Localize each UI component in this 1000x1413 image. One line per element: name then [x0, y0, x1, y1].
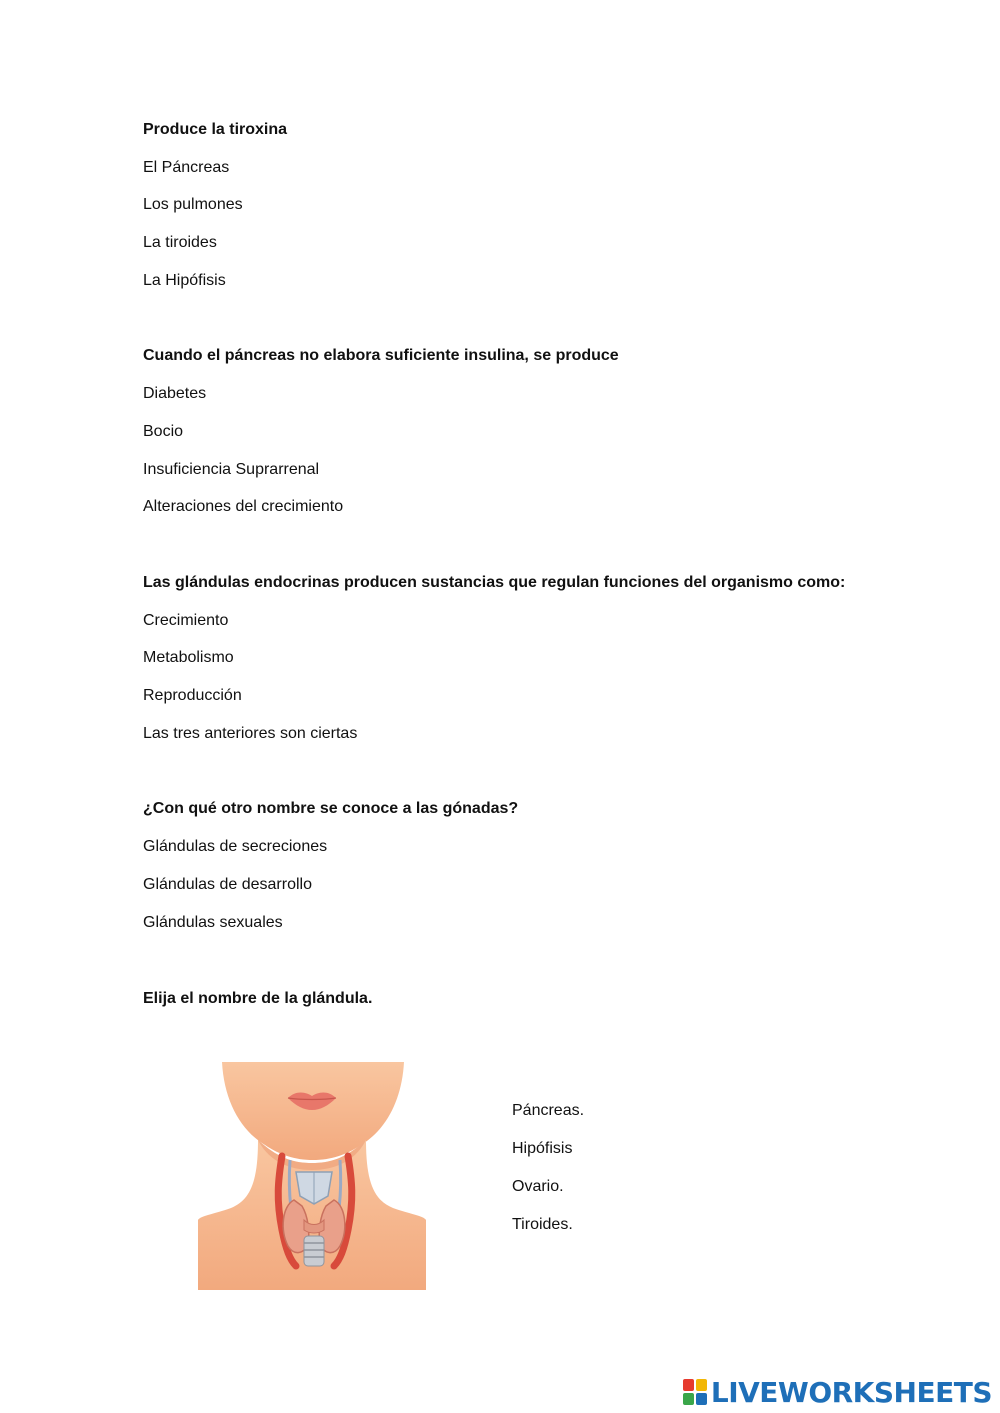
thyroid-illustration-graphic [196, 1060, 428, 1292]
thyroid-neck-illustration [196, 1060, 428, 1292]
question-5-option-4[interactable]: Tiroides. [512, 1216, 573, 1233]
question-4-prompt: ¿Con qué otro nombre se conoce a las gónadas? [143, 800, 519, 817]
question-2-option-4[interactable]: Alteraciones del crecimiento [143, 498, 344, 515]
question-5-option-3[interactable]: Ovario. [512, 1178, 564, 1195]
liveworksheets-brand [683, 1374, 992, 1410]
question-2-prompt: Cuando el páncreas no elabora suficiente insulina, se produce [143, 347, 619, 364]
brand-name: LIVEWORKSHEETS [710, 1375, 992, 1409]
question-3-prompt: Las glándulas endocrinas producen sustancias que regulan funciones del organismo como: [143, 574, 846, 591]
question-4-option-3[interactable]: Glándulas sexuales [143, 914, 283, 931]
question-4-option-1[interactable]: Glándulas de secreciones [143, 838, 328, 855]
question-5-option-1[interactable]: Páncreas. [512, 1102, 585, 1119]
liveworksheets-logo-icon [683, 1379, 707, 1405]
question-3-option-2[interactable]: Metabolismo [143, 649, 234, 666]
question-5-prompt: Elija el nombre de la glándula. [143, 990, 373, 1007]
question-1-option-4[interactable]: La Hipófisis [143, 272, 226, 289]
question-1-option-3[interactable]: La tiroides [143, 234, 217, 251]
question-1-prompt: Produce la tiroxina [143, 121, 288, 138]
question-3-option-1[interactable]: Crecimiento [143, 612, 229, 629]
question-4-option-2[interactable]: Glándulas de desarrollo [143, 876, 312, 893]
question-3-option-3[interactable]: Reproducción [143, 687, 242, 704]
question-2-option-1[interactable]: Diabetes [143, 385, 207, 402]
question-3-option-4[interactable]: Las tres anteriores son ciertas [143, 725, 358, 742]
question-2-option-2[interactable]: Bocio [143, 423, 184, 440]
question-1-option-2[interactable]: Los pulmones [143, 196, 243, 213]
question-5-option-2[interactable]: Hipófisis [512, 1140, 573, 1157]
question-2-option-3[interactable]: Insuficiencia Suprarrenal [143, 461, 320, 478]
question-1-option-1[interactable]: El Páncreas [143, 159, 230, 176]
